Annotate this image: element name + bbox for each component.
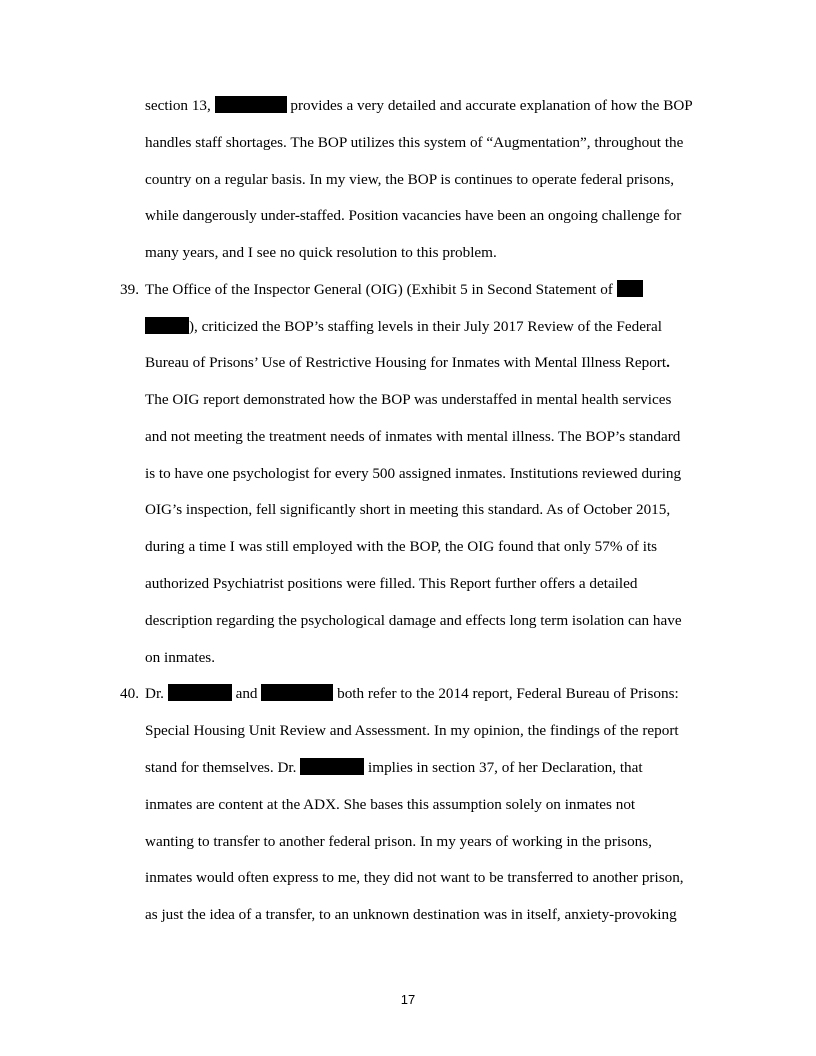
text-segment: and [235,685,258,702]
page-number: 17 [400,992,416,1007]
text-segment: Bureau of Prisons’ Use of Restrictive Housing for Inmates with Mental Illness Report [145,354,667,371]
text-line: OIG’s inspection, fell significantly short in meeting this standard. As of October 2015, [145,501,671,518]
text-line: is to have one psychologist for every 500 assigned inmates. Institutions reviewed during [145,465,682,482]
text-line: The OIG report demonstrated how the BOP was understaffed in mental health services [145,391,672,408]
text-line: inmates would often express to me, they did not want to be transferred to another prison, [145,869,684,886]
redaction-block [168,684,232,701]
text-line: description regarding the psychological damage and effects long term isolation can have [145,612,682,629]
text-segment: stand for themselves. Dr. [145,759,297,776]
text-line [145,758,643,778]
text-segment: provides a very detailed and accurate explanation of how the BOP [290,97,693,114]
text-line [145,684,679,704]
text-line: Special Housing Unit Review and Assessment. In my opinion, the findings of the report [145,722,679,739]
text-segment: ), criticized the BOP’s staffing levels in their July 2017 Review of the Federal [189,318,662,335]
text-segment: section 13, [145,97,211,114]
text-line: country on a regular basis. In my view, the BOP is continues to operate federal prisons, [145,171,675,188]
text-line: handles staff shortages. The BOP utilizes this system of “Augmentation”, throughout the [145,134,684,151]
text-line: authorized Psychiatrist positions were filled. This Report further offers a detailed [145,575,638,592]
text-line [145,96,693,116]
text-line: and not meeting the treatment needs of inmates with mental illness. The BOP’s standard [145,428,681,445]
text-segment-bold: . [666,354,670,371]
text-line: wanting to transfer to another federal prison. In my years of working in the prisons, [145,833,652,850]
text-line: on inmates. [145,649,216,666]
text-segment: implies in section 37, of her Declaration, that [368,759,643,776]
redaction-block [215,96,287,113]
text-line: while dangerously under-staffed. Position vacancies have been an ongoing challenge for [145,207,682,224]
text-line [145,280,643,300]
text-line [145,317,662,337]
text-segment: The Office of the Inspector General (OIG) (Exhibit 5 in Second Statement of [145,281,613,298]
text-line [145,353,670,373]
redaction-block [145,317,189,334]
redaction-block [261,684,333,701]
text-segment: both refer to the 2014 report, Federal Bureau of Prisons: [337,685,679,702]
paragraph-number: 40. [120,685,139,702]
text-line: inmates are content at the ADX. She bases this assumption solely on inmates not [145,796,636,813]
text-line: during a time I was still employed with the BOP, the OIG found that only 57% of its [145,538,658,555]
paragraph-number: 39. [120,281,139,298]
text-line: many years, and I see no quick resolution to this problem. [145,244,497,261]
redaction-block [300,758,364,775]
text-line: as just the idea of a transfer, to an unknown destination was in itself, anxiety-provoking [145,906,677,923]
redaction-block [617,280,643,297]
text-segment: Dr. [145,685,164,702]
